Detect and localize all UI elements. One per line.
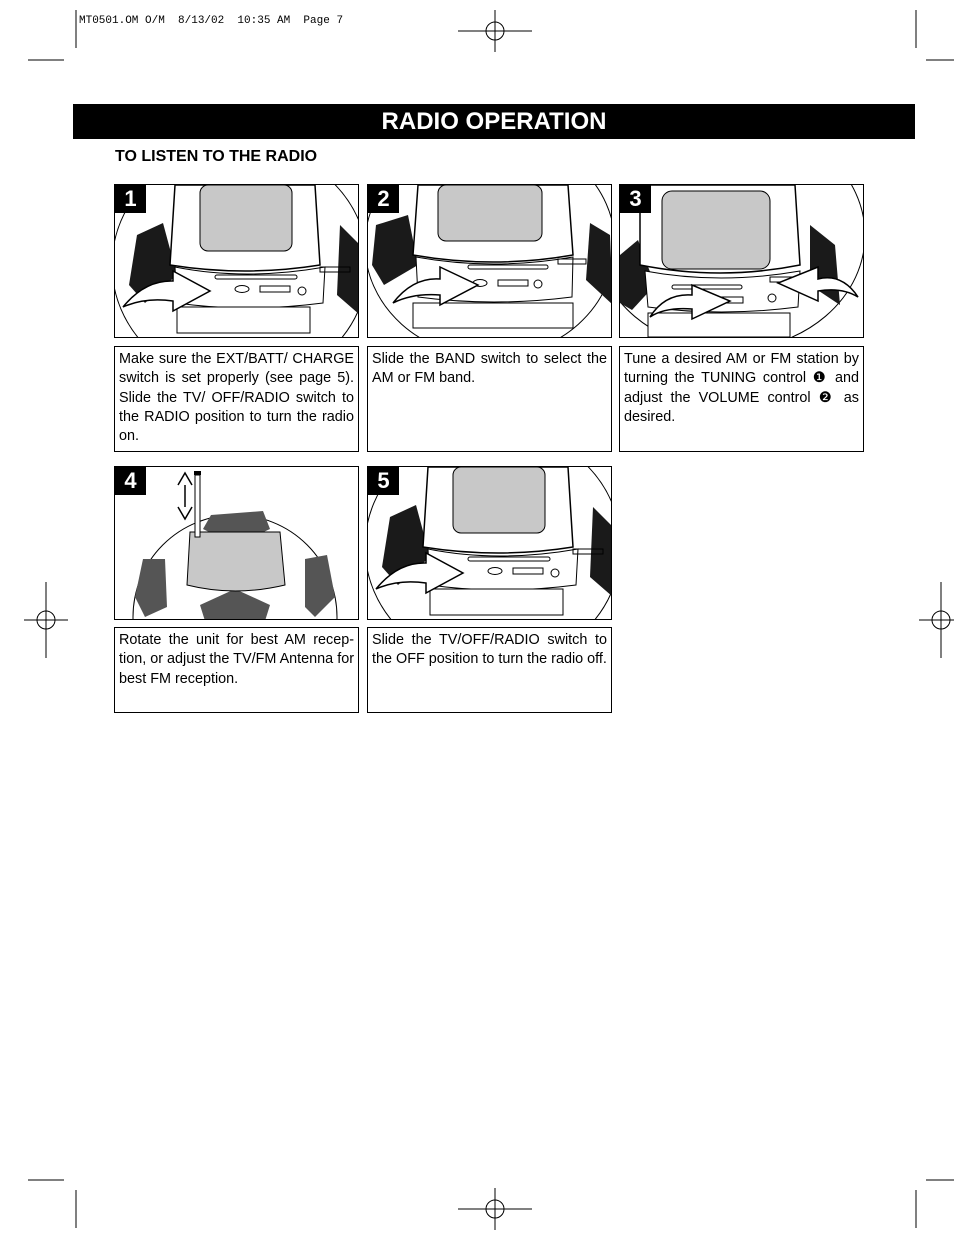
print-slug: MT0501.OM O/M 8/13/02 10:35 AM Page 7 xyxy=(79,15,344,27)
step-4-illustration xyxy=(114,466,359,620)
step-1-illustration xyxy=(114,184,359,338)
step-3-illustration xyxy=(619,184,864,338)
step-1-instructions: Make sure the EXT/BATT/ CHARGE switch is set properly (see page 5). Slide the TV/ OFF/RADIO switch to the RADIO position to turn the radio on. xyxy=(114,346,359,452)
step-number-3: 3 xyxy=(620,185,651,213)
step-5-instructions: Slide the TV/OFF/RADIO switch to the OFF position to turn the radio off. xyxy=(367,627,612,713)
step-number-5: 5 xyxy=(368,467,399,495)
step-5-illustration xyxy=(367,466,612,620)
step-2-illustration xyxy=(367,184,612,338)
step-2-instructions: Slide the BAND switch to select the AM or FM band. xyxy=(367,346,612,452)
section-title-banner: RADIO OPERATION xyxy=(73,104,915,139)
step-3-instructions: Tune a desired AM or FM station by turning the TUNING control ❶ and adjust the VOLUME control ❷ as desired. xyxy=(619,346,864,452)
section-subtitle: TO LISTEN TO THE RADIO xyxy=(115,148,318,165)
step-number-4: 4 xyxy=(115,467,146,495)
step-number-1: 1 xyxy=(115,185,146,213)
step-4-instructions: Rotate the unit for best AM recep- tion, or adjust the TV/FM Antenna for best FM reception. xyxy=(114,627,359,713)
step-number-2: 2 xyxy=(368,185,399,213)
